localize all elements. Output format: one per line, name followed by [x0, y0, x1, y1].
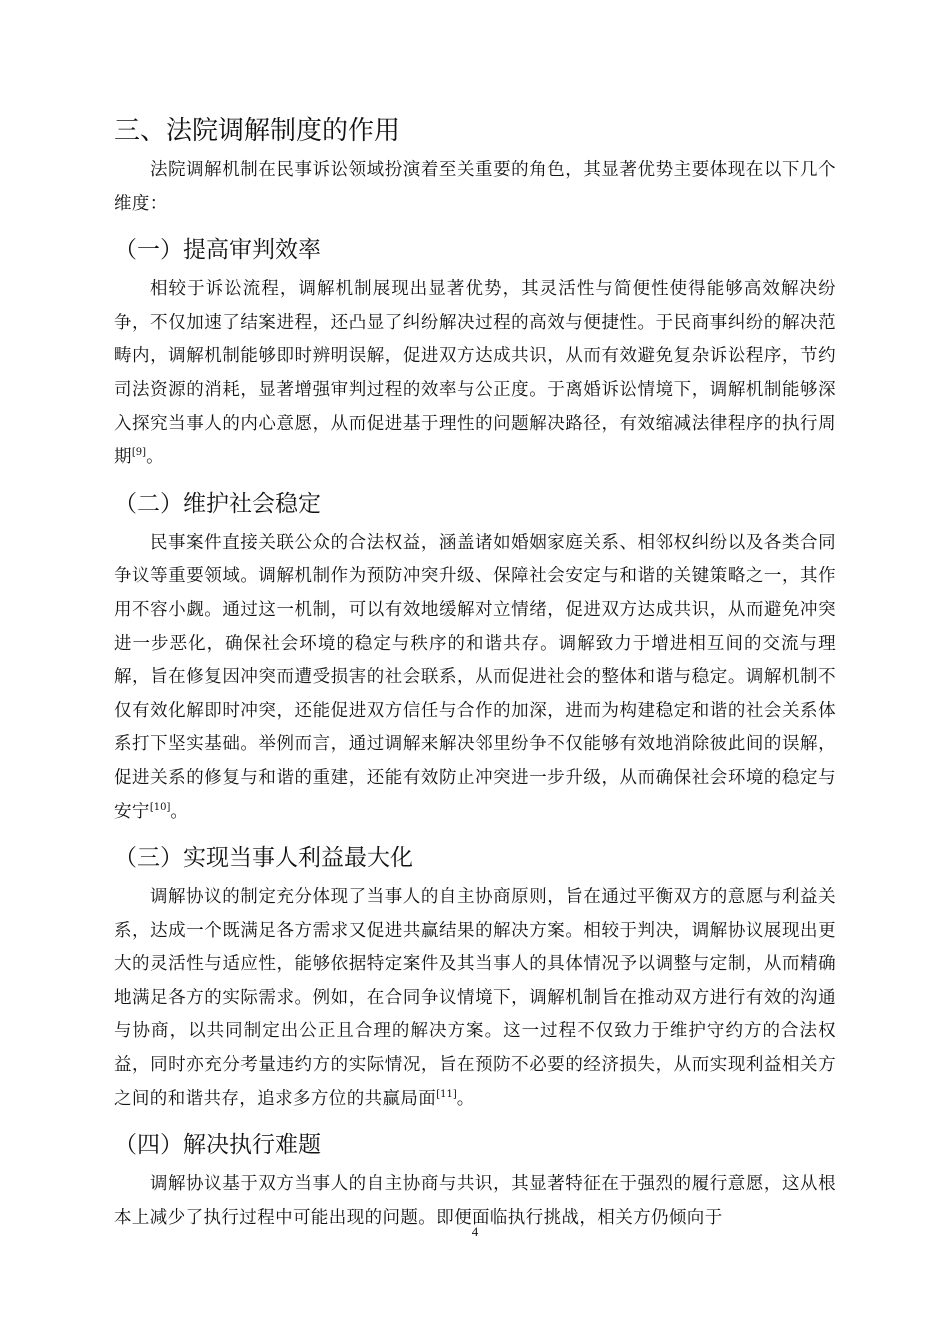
paragraph-text: 调解协议的制定充分体现了当事人的自主协商原则，旨在通过平衡双方的意愿与利益关系，达成一个既满足各方需求又促进共赢结果的解决方案。相较于判决，调解协议展现出更大的灵活性与适应性，能够依据特定案件及其当事人的具体情况予以调整与定制，从而精确地满足各方的实际需求。例如，在合同争议情境下，调解机制旨在推动双方进行有效的沟通与协商，以共同制定出公正且合理的解决方案。这一过程不仅致力于维护守约方的合法权益，同时亦充分考量违约方的实际情况，旨在预防不必要的经济损失，从而实现利益相关方之间的和谐共存，追求多方位的共赢局面 [114, 887, 836, 1109]
paragraph-end: 。 [146, 447, 164, 468]
paragraph-end: 。 [170, 801, 189, 822]
subsection-heading-4: （四）解决执行难题 [114, 1132, 321, 1159]
section-intro-paragraph: 法院调解机制在民事诉讼领域扮演着至关重要的角色，其显著优势主要体现在以下几个维度： [114, 160, 836, 214]
subsection-paragraph-2 [114, 527, 836, 829]
citation-marker: [10] [149, 801, 171, 813]
paragraph-text: 民事案件直接关联公众的合法权益，涵盖诸如婚姻家庭关系、相邻权纠纷以及各类合同争议等重要领域。调解机制作为预防冲突升级、保障社会安定与和谐的关键策略之一，其作用不容小觑。通过这一机制，可以有效地缓解对立情绪，促进双方达成共识，从而避免冲突进一步恶化，确保社会环境的稳定与秩序的和谐共存。调解致力于增进相互间的交流与理解，旨在修复因冲突而遭受损害的社会联系，从而促进社会的整体和谐与稳定。调解机制不仅有效化解即时冲突，还能促进双方信任与合作的加深，进而为构建稳定和谐的社会关系体系打下坚实基础。举例而言，通过调解来解决邻里纷争不仅能够有效地消除彼此间的误解，促进关系的修复与和谐的重建，还能有效防止冲突进一步升级，从而确保社会环境的稳定与安宁 [114, 532, 836, 822]
subsection-heading-3: （三）实现当事人利益最大化 [114, 845, 413, 872]
paragraph-end: 。 [456, 1088, 475, 1109]
subsection-heading-2: （二）维护社会稳定 [114, 490, 321, 517]
subsection-paragraph-1 [114, 273, 836, 475]
paragraph-text: 相较于诉讼流程，调解机制展现出显著优势，其灵活性与简便性使得能够高效解决纷争，不仅加速了结案进程，还凸显了纠纷解决过程的高效与便捷性。于民商事纠纷的解决范畴内，调解机制能够即时辨明误解，促进双方达成共识，从而有效避免复杂诉讼程序，节约司法资源的消耗，显著增强审判过程的效率与公正度。于离婚诉讼情境下，调解机制能够深入探究当事人的内心意愿，从而促进基于理性的问题解决路径，有效缩减法律程序的执行周期 [114, 279, 836, 468]
citation-marker: [9] [131, 447, 147, 459]
page-content [114, 112, 836, 1235]
subsection-heading-1: （一）提高审判效率 [114, 237, 321, 264]
section-heading: 三、法院调解制度的作用 [114, 116, 401, 146]
citation-marker: [11] [436, 1088, 457, 1100]
page-number: 4 [471, 1224, 479, 1239]
paragraph-text: 调解协议基于双方当事人的自主协商与共识，其显著特征在于强烈的履行意愿，这从根本上减少了执行过程中可能出现的问题。即便面临执行挑战，相关方仍倾向于 [114, 1174, 836, 1228]
subsection-paragraph-3 [114, 881, 836, 1116]
